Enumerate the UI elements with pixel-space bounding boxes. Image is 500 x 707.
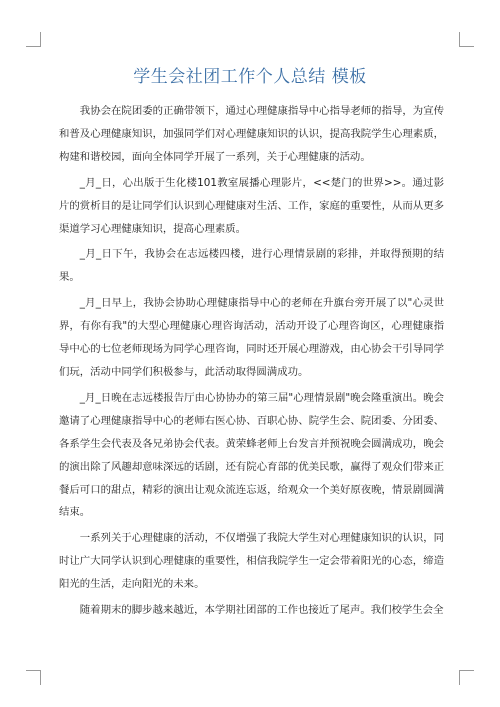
crop-mark-bottom-left xyxy=(26,670,41,685)
paragraph-consultation: _月_日早上，我协会协助心理健康指导中心的老师在升旗台旁开展了以"心灵世界，有你有我"的大型心理健康心理咨询活动，活动开设了心理咨询区，心理健康指导中心的七位老师现场为同学心理咨询，同时还开展心理游戏，由心协会干引导同学们玩，活动中同学们积极参与，此活动取得圆满成功。 xyxy=(59,297,444,378)
crop-mark-top-right xyxy=(459,32,474,47)
paragraph-summary: 一系列关于心理健康的活动，不仅增强了我院大学生对心理健康知识的认识，同时让广大同学认识到心理健康的重要性，相信我院学生一定会带着阳光的心态，缔造阳光的生活，走向阳光的未来。 xyxy=(59,532,444,591)
document-body xyxy=(59,100,444,625)
crop-mark-top-left xyxy=(26,32,41,47)
paragraph-intro: 我协会在院团委的正确带领下，通过心理健康指导中心指导老师的指导，为宣传和普及心理健康知识，加强同学们对心理健康知识的认识，提高我院学生心理素质，构建和谐校园，面向全体同学开展了一系列，关于心理健康的活动。 xyxy=(59,105,444,163)
paragraph-drama-evening: _月_日晚在志远楼报告厅由心协协办的第三届"心理情景剧"晚会隆重演出。晚会邀请了心理健康指导中心的老师右医心协、百职心协、院学生会、院团委、分团委、各系学生会代表及各兄弟协会代表。黄荣蜂老师上台发言并预祝晚会圆满成功，晚会的演出除了风趣却意味深远的话剧，还有院心育部的优美民歌，赢得了观众们带来正餐后可口的甜点，精彩的演出让观众流连忘返，给观众一个美好原夜晚，情景剧圆满结束。 xyxy=(59,391,444,519)
paragraph-term-end: 随着期末的脚步越来越近，本学期社团部的工作也接近了尾声。我们校学生会全 xyxy=(79,604,444,617)
document-title: 学生会社团工作个人总结 模板 xyxy=(133,67,367,87)
paragraph-film-screening: _月_日，心出版于生化楼101教室展播心理影片，<<楚门的世界>>。通过影片的赏析目的是让同学们认识到心理健康对生活、工作，家庭的重要性，从而从更多渠道学习心理健康知识，提高心理素质。 xyxy=(59,176,444,235)
crop-mark-bottom-right xyxy=(459,670,474,685)
paragraph-rehearsal: _月_日下午，我协会在志远楼四楼，进行心理情景剧的彩排，并取得预期的结果。 xyxy=(59,248,444,284)
